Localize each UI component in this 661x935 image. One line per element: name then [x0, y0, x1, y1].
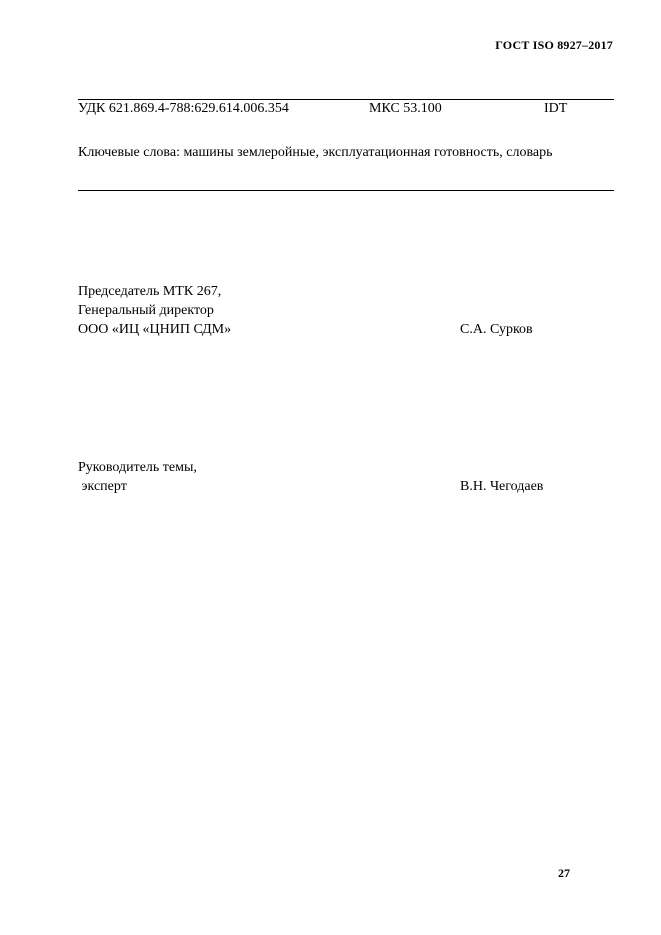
signature-block-chairman — [78, 282, 231, 339]
signature-title-line: ООО «ИЦ «ЦНИП СДМ» — [78, 322, 232, 337]
signature-title-line: Руководитель темы, — [78, 460, 197, 475]
signatory-name-chegodaev: В.Н. Чегодаев — [460, 479, 544, 494]
top-rule — [78, 99, 614, 100]
page-number: 27 — [558, 866, 570, 880]
signature-title-line: Генеральный директор — [78, 303, 214, 318]
udk-code: УДК 621.869.4-788:629.614.006.354 — [78, 101, 289, 116]
bottom-rule — [78, 190, 614, 191]
signatory-name-surkov: С.А. Сурков — [460, 322, 533, 337]
signature-block-expert — [78, 458, 197, 496]
signature-title-line: Председатель МТК 267, — [78, 284, 222, 299]
signature-title-line: эксперт — [78, 479, 127, 494]
mks-code: МКС 53.100 — [369, 101, 442, 116]
standard-code: ГОСТ ISO 8927–2017 — [495, 38, 613, 52]
idt-label: IDT — [544, 101, 568, 116]
keywords-line: Ключевые слова: машины землеройные, эксплуатационная готовность, словарь — [78, 145, 553, 160]
